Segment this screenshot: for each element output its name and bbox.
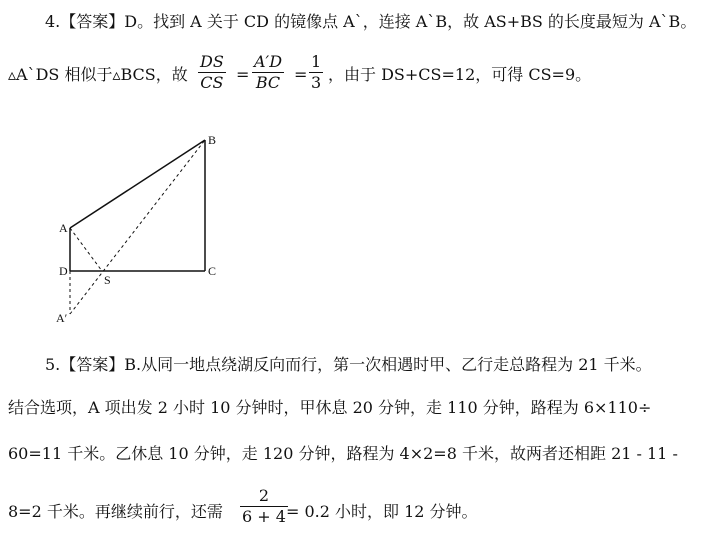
fraction-numerator: 2 (258, 486, 270, 505)
fraction-denominator: BC (255, 73, 281, 92)
q5-answer-line-4-suffix: = 0.2 小时，即 12 分钟。 (286, 502, 478, 521)
q5-answer-line-2: 结合选项，A 项出发 2 小时 10 分钟时，甲休息 20 分钟，走 110 分钟，路程为 6×110÷ (8, 398, 652, 417)
q4-answer-line-1: 4.【答案】D。找到 A 关于 CD 的镜像点 A`，连接 A`B，故 AS+BS 的长度最短为 A`B。 (45, 12, 697, 31)
label-d: D (59, 264, 68, 278)
q4-answer-line-2-prefix: ▵A`DS 相似于▵BCS，故 (8, 65, 188, 84)
segment-a-b (70, 140, 205, 228)
equals-sign: = (294, 65, 308, 84)
q5-answer-line-3: 60=11 千米。乙休息 10 分钟，走 120 分钟，路程为 4×2=8 千米，故两者还相距 21 - 11 - (8, 444, 678, 463)
fraction-denominator: 3 (311, 73, 322, 92)
geometry-figure (50, 128, 225, 328)
fraction-numerator: DS (200, 52, 224, 71)
fraction-two-over-six-plus-four (240, 486, 288, 527)
fraction-ds-over-cs (198, 52, 226, 93)
segment-a-s (70, 228, 102, 271)
q4-answer-line-2-suffix: ，由于 DS+CS=12，可得 CS=9。 (328, 65, 592, 84)
equals-sign: = (236, 65, 250, 84)
q5-answer-line-4-prefix: 8=2 千米。再继续前行，还需 (8, 502, 223, 521)
segment-a-prime-b (70, 140, 205, 314)
fraction-a-prime-d-over-bc (252, 52, 284, 93)
fraction-numerator: A′D (254, 52, 283, 71)
label-a-prime: A′ (56, 311, 68, 325)
fraction-denominator: CS (200, 73, 224, 92)
label-b: B (208, 133, 217, 147)
fraction-numerator: 1 (311, 52, 322, 71)
fraction-one-third (309, 52, 323, 93)
label-s: S (104, 273, 111, 287)
fraction-denominator: 6 + 4 (242, 507, 286, 526)
label-a: A (59, 221, 68, 235)
label-c: C (208, 264, 217, 278)
q5-answer-line-1: 5.【答案】B.从同一地点绕湖反向而行，第一次相遇时甲、乙行走总路程为 21 千米。 (45, 355, 652, 374)
